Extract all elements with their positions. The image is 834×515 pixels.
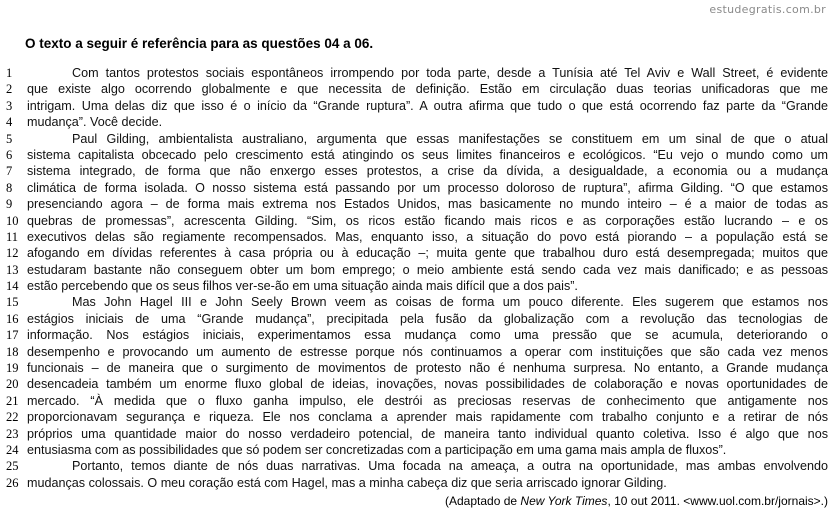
line-number: 8 bbox=[6, 180, 13, 195]
text-line bbox=[0, 458, 834, 474]
line-text: desempenho e provocando um aumento de estresse porque nós continuamos a operar com instituições que são cada vez menos bbox=[27, 344, 828, 359]
line-text: informação. Nos estágios iniciais, experimentamos essa mudança como uma pressão que se acumula, deteriorando o bbox=[27, 328, 828, 343]
text-line bbox=[0, 98, 834, 114]
line-text: estão percebendo que os seus filhos ver-se-ão em uma situação ainda mais difícil que a dos pais”. bbox=[27, 279, 578, 294]
source-publication: New York Times bbox=[520, 494, 608, 508]
text-line bbox=[0, 163, 834, 179]
line-number: 19 bbox=[6, 361, 19, 376]
text-line bbox=[0, 196, 834, 212]
line-number: 1 bbox=[6, 66, 13, 80]
text-line bbox=[0, 278, 834, 294]
text-line bbox=[0, 442, 834, 458]
text-line bbox=[0, 311, 834, 327]
numbered-text-body bbox=[0, 65, 834, 491]
line-text: sistema capitalista obcecado pelo crescimento está atingindo os seus limites financeiros e ecológicos. “Eu vejo o mundo como um bbox=[27, 147, 828, 162]
text-line bbox=[0, 81, 834, 97]
line-text: intrigam. Uma delas diz que isso é o início da “Grande ruptura”. A outra afirma que tudo o que está ocorrendo faz parte da “Grande bbox=[27, 98, 828, 113]
line-text: Portanto, temos diante de nós duas narrativas. Uma focada na ameaça, a outra na oportunidade, mas ambas envolvendo bbox=[72, 459, 828, 474]
line-text: climática de forma isolada. O nosso sistema está passando por um processo doloroso de ruptura”, afirma Gilding. “O que estamos bbox=[27, 180, 828, 195]
line-number: 22 bbox=[6, 410, 19, 425]
line-number: 12 bbox=[6, 246, 19, 261]
line-number: 11 bbox=[6, 229, 19, 244]
text-line bbox=[0, 131, 834, 147]
text-line bbox=[0, 229, 834, 245]
line-text: quebras de promessas”, acrescenta Gilding. “Sim, os ricos estão ficando mais ricos e as corporações estão lucrando – e os bbox=[27, 213, 828, 228]
text-line bbox=[0, 65, 834, 81]
text-line bbox=[0, 114, 834, 130]
line-number: 18 bbox=[6, 344, 19, 359]
text-line bbox=[0, 475, 834, 491]
text-line bbox=[0, 213, 834, 229]
source-citation bbox=[445, 494, 828, 508]
line-number: 9 bbox=[6, 197, 13, 212]
line-text: Mas John Hagel III e John Seely Brown veem as coisas de forma um pouco diferente. Eles sugerem que estamos nos bbox=[72, 295, 828, 310]
line-text: próprios uma quantidade maior do nosso verdadeiro potencial, de maneira tanto individual quanto coletiva. Isso é algo que nos bbox=[27, 426, 828, 441]
line-text: funcionais – de maneira que o surgimento de movimentos de protesto não é nenhuma surpresa. No entanto, a Grande mudança bbox=[27, 361, 828, 376]
line-number: 14 bbox=[6, 279, 19, 294]
line-text: que existe algo ocorrendo globalmente e que necessita de definição. Estão em circulação duas teorias unificadoras que me bbox=[27, 82, 828, 97]
line-text: executivos delas são regiamente recompensados. Mas, enquanto isso, a situação do povo está piorando – a população está se bbox=[27, 229, 828, 244]
line-number: 6 bbox=[6, 147, 13, 162]
site-watermark: estudegratis.com.br bbox=[709, 3, 826, 16]
text-line bbox=[0, 426, 834, 442]
line-number: 4 bbox=[6, 115, 13, 130]
line-number: 10 bbox=[6, 213, 19, 228]
line-text: mudanças colossais. O meu coração está com Hagel, mas a minha cabeça diz que seria arriscado ignorar Gilding. bbox=[27, 475, 667, 490]
line-text: estágios iniciais de uma “Grande mudança”, precipitada pela fusão da globalização com a revolução das tecnologias de bbox=[27, 311, 828, 326]
text-line bbox=[0, 294, 834, 310]
line-text: sistema integrado, de forma que não enxergo esses protestos, a crise da dívida, a desigualdade, a economia ou a mudança bbox=[27, 164, 828, 179]
line-number: 21 bbox=[6, 393, 19, 408]
text-line bbox=[0, 344, 834, 360]
line-text: afogando em dívidas referentes à casa própria ou à educação –; muita gente que trabalhou duro está desempregada; muitos que bbox=[27, 246, 828, 261]
text-line bbox=[0, 147, 834, 163]
line-text: presenciando agora – de forma mais extrema nos Estados Unidos, mas basicamente no mundo inteiro – é a maior de todas as bbox=[27, 197, 828, 212]
text-line bbox=[0, 376, 834, 392]
line-number: 16 bbox=[6, 311, 19, 326]
line-text: mudança”. Você decide. bbox=[27, 115, 163, 130]
line-number: 7 bbox=[6, 164, 13, 179]
text-line bbox=[0, 180, 834, 196]
line-number: 3 bbox=[6, 98, 13, 113]
question-heading: O texto a seguir é referência para as questões 04 a 06. bbox=[25, 36, 374, 51]
line-text: Paul Gilding, ambientalista australiano, argumenta que essas manifestações se constituem em um sinal de que o atual bbox=[72, 131, 828, 146]
line-text: mercado. “À medida que o fluxo ganha impulso, ele destrói as preciosas reservas de conhecimento que antigamente nos bbox=[27, 393, 828, 408]
line-text: proporcionavam segurança e riqueza. Ele nos conclama a aprender mais rapidamente com trabalho conjunto e a retirar de nós bbox=[27, 410, 828, 425]
text-line bbox=[0, 262, 834, 278]
line-text: entusiasma com as possibilidades que só podem ser concretizadas com a participação em uma gama mais ampla de fluxos”. bbox=[27, 442, 727, 457]
line-number: 13 bbox=[6, 262, 19, 277]
text-line bbox=[0, 409, 834, 425]
text-line bbox=[0, 245, 834, 261]
line-number: 24 bbox=[6, 442, 19, 457]
text-line bbox=[0, 393, 834, 409]
line-number: 15 bbox=[6, 295, 19, 310]
line-number: 25 bbox=[6, 459, 19, 474]
line-number: 20 bbox=[6, 377, 19, 392]
source-suffix: , 10 out 2011. <www.uol.com.br/jornais>.) bbox=[607, 494, 828, 508]
text-line bbox=[0, 327, 834, 343]
line-text: desencadeia também um enorme fluxo global de ideias, inovações, novas possibilidades de colaboração e novas oportunidades de bbox=[27, 377, 828, 392]
text-line bbox=[0, 360, 834, 376]
line-number: 26 bbox=[6, 475, 19, 490]
line-text: Com tantos protestos sociais espontâneos irrompendo por toda parte, desde a Tunísia até Tel Aviv e Wall Street, é evidente bbox=[72, 66, 828, 80]
source-prefix: (Adaptado de bbox=[445, 494, 521, 508]
line-text: estudaram bastante não conseguem obter um bom emprego; o meio ambiente está sendo cada vez mais danificado; e as pessoas bbox=[27, 262, 828, 277]
line-number: 5 bbox=[6, 131, 13, 146]
line-number: 17 bbox=[6, 328, 19, 343]
line-number: 2 bbox=[6, 82, 13, 97]
line-number: 23 bbox=[6, 426, 19, 441]
